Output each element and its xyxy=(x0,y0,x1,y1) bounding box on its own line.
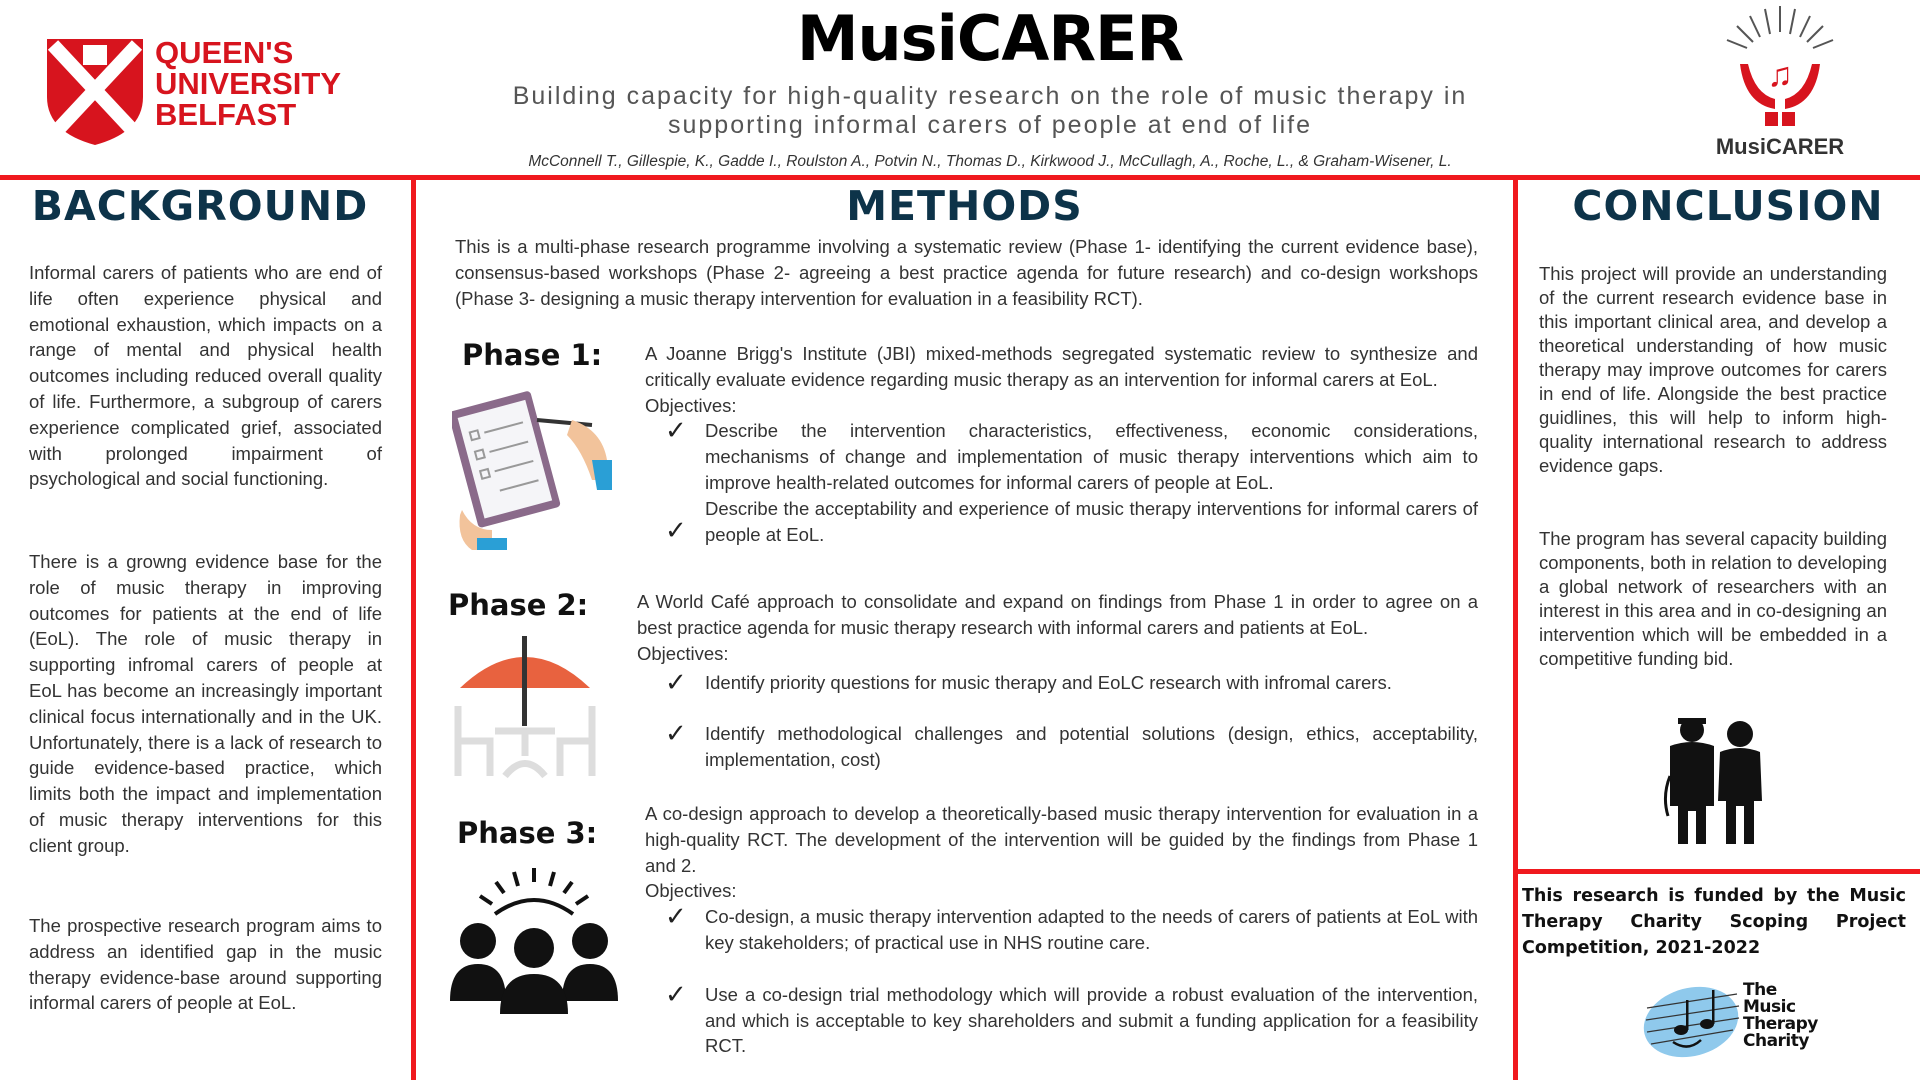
phase-1-label: Phase 1: xyxy=(462,338,603,372)
background-paragraph: Informal carers of patients who are end of life often experience physical and emotional exhaustion, which impacts on a range of mental and physical health outcomes including reduced overall quality of life. Furthermore, a subgroup of carers experience complicated grief, associated with prolonged impairment of psychological and social functioning. xyxy=(29,262,382,490)
header-divider xyxy=(0,175,1920,180)
objective-item xyxy=(637,667,1478,698)
logo-line: BELFAST xyxy=(155,97,297,132)
column-divider-left xyxy=(411,178,416,1080)
phase-description: A World Café approach to consolidate and expand on findings from Phase 1 in order to agree on a best practice agenda for music therapy research with informal carers and patients at EoL. xyxy=(637,591,1478,638)
checkmark-icon: ✓ xyxy=(665,514,687,545)
methods-heading: METHODS xyxy=(846,182,1083,230)
subtitle-line: supporting informal carers of people at end of life xyxy=(668,111,1312,139)
methods-intro: This is a multi-phase research programme involving a systematic review (Phase 1- identifying the current evidence base), consensus-based workshops (Phase 2- agreeing a best practice agenda for future research) and co-design workshops (Phase 3- designing a music therapy intervention for evaluation in a feasibility RCT). xyxy=(455,236,1478,309)
charity-logo-line: Charity xyxy=(1743,1031,1809,1051)
musicarer-logo xyxy=(1715,4,1845,164)
objectives-label: Objectives: xyxy=(645,394,737,416)
objective-text: Identify methodological challenges and potential solutions (design, ethics, acceptability, implementation, cost) xyxy=(705,723,1478,770)
subtitle-line: Building capacity for high-quality research on the role of music therapy in xyxy=(512,82,1468,110)
objectives-label: Objectives: xyxy=(637,642,729,664)
cafe-table-umbrella-icon xyxy=(450,636,600,781)
logo-line: UNIVERSITY xyxy=(155,66,342,101)
charity-logo-line: Music xyxy=(1743,997,1796,1017)
objective-item xyxy=(645,901,1478,956)
background-paragraph: The prospective research program aims to address an identified gap in the music therapy evidence-base around supporting informal carers of people at EoL. xyxy=(29,915,382,1014)
logo-line: QUEEN'S xyxy=(155,35,294,70)
music-notes-smile-icon xyxy=(1643,980,1743,1060)
objective-item xyxy=(645,496,1478,548)
column-divider-right xyxy=(1513,178,1518,1080)
checkmark-icon: ✓ xyxy=(665,415,687,446)
conclusion-paragraph: This project will provide an understanding of the current research evidence base in this important clinical area, and develop a theoretical understanding of how music therapy may improve outcomes for carers in end of life. Alongside the best practice guidlines, this will help to inform high-quality international research to address evidence gaps. xyxy=(1539,263,1887,476)
checkmark-icon: ✓ xyxy=(665,667,687,698)
objective-text: Describe the intervention characteristics, effectiveness, economic considerations, mechanisms of change and implementation of music therapy interventions which aim to improve health-related outcomes for informal carers of people at EoL. xyxy=(705,420,1478,493)
objective-text: Identify priority questions for music therapy and EoLC research with infromal carers. xyxy=(705,672,1392,694)
group-idea-icon xyxy=(450,866,618,1016)
charity-logo-line: Therapy xyxy=(1743,1014,1818,1034)
objective-item xyxy=(645,978,1478,1059)
conclusion-paragraph: The program has several capacity building components, both in relation to developing a global network of researchers with an interest in this area and in co-designing an intervention which will be embedded in a competitive funding bid. xyxy=(1539,528,1887,669)
background-heading: BACKGROUND xyxy=(31,182,369,230)
checkmark-icon: ✓ xyxy=(665,978,687,1009)
page-title: MusiCARER xyxy=(796,2,1184,75)
funding-divider xyxy=(1513,869,1920,874)
hands-music-icon xyxy=(1715,4,1845,129)
objective-text: Use a co-design trial methodology which will provide a robust evaluation of the intervention, and which is acceptable to key shareholders and submit a funding application for a feasibility RCT. xyxy=(705,983,1478,1057)
charity-logo-line: The xyxy=(1743,980,1777,1000)
phase-2-label: Phase 2: xyxy=(448,588,589,622)
conclusion-heading: CONCLUSION xyxy=(1572,182,1884,230)
subtitle xyxy=(460,82,1520,140)
svg-text:♫: ♫ xyxy=(1767,56,1793,94)
phase-3-block xyxy=(645,801,1478,1059)
phase-3-label: Phase 3: xyxy=(457,816,598,850)
background-paragraph: There is a growng evidence base for the role of music therapy in improving outcomes for patients at the end of life (EoL). The role of music therapy in supporting infromal carers of people at EoL has become an increasingly important clinical focus internationally and in the UK. Unfortunately, there is a lack of research to guide evidence-based practice, which limits both the impact and implementation of music therapy interventions for this client group. xyxy=(29,551,382,856)
objectives-label: Objectives: xyxy=(645,880,737,902)
objective-text: Co-design, a music therapy intervention adapted to the needs of carers of patients at EoL with key stakeholders; of practical use in NHS routine care. xyxy=(705,906,1478,953)
phase-description: A co-design approach to develop a theoretically-based music therapy intervention for evaluation in a high-quality RCT. The development of the intervention will be guided by the findings from Phase 1 and 2. xyxy=(645,803,1478,876)
checklist-clipboard-icon xyxy=(452,380,612,550)
objective-text: Describe the acceptability and experience of music therapy interventions for informal carers of people at EoL. xyxy=(705,497,1478,545)
checkmark-icon: ✓ xyxy=(665,901,687,932)
objective-item xyxy=(645,415,1478,495)
logo-caption: MusiCARER xyxy=(1715,134,1845,159)
phase-1-block xyxy=(645,341,1478,547)
authors: McConnell T., Gillespie, K., Gadde I., Roulston A., Potvin N., Thomas D., Kirkwood J., McCullagh, A., Roche, L., & Graham-Wisener, L. xyxy=(528,153,1452,170)
phase-2-block xyxy=(637,589,1478,773)
phase-description: A Joanne Brigg's Institute (JBI) mixed-methods segregated systematic review to synthesize and critically evaluate evidence regarding music therapy as an intervention for informal carers at EoL. xyxy=(645,343,1478,390)
funding-statement: This research is funded by the Music Therapy Charity Scoping Project Competition, 2021-2022 xyxy=(1522,886,1906,958)
checkmark-icon: ✓ xyxy=(665,718,687,749)
objective-item xyxy=(637,718,1478,773)
carers-people-icon xyxy=(1662,716,1767,846)
music-therapy-charity-logo xyxy=(1643,980,1843,1060)
